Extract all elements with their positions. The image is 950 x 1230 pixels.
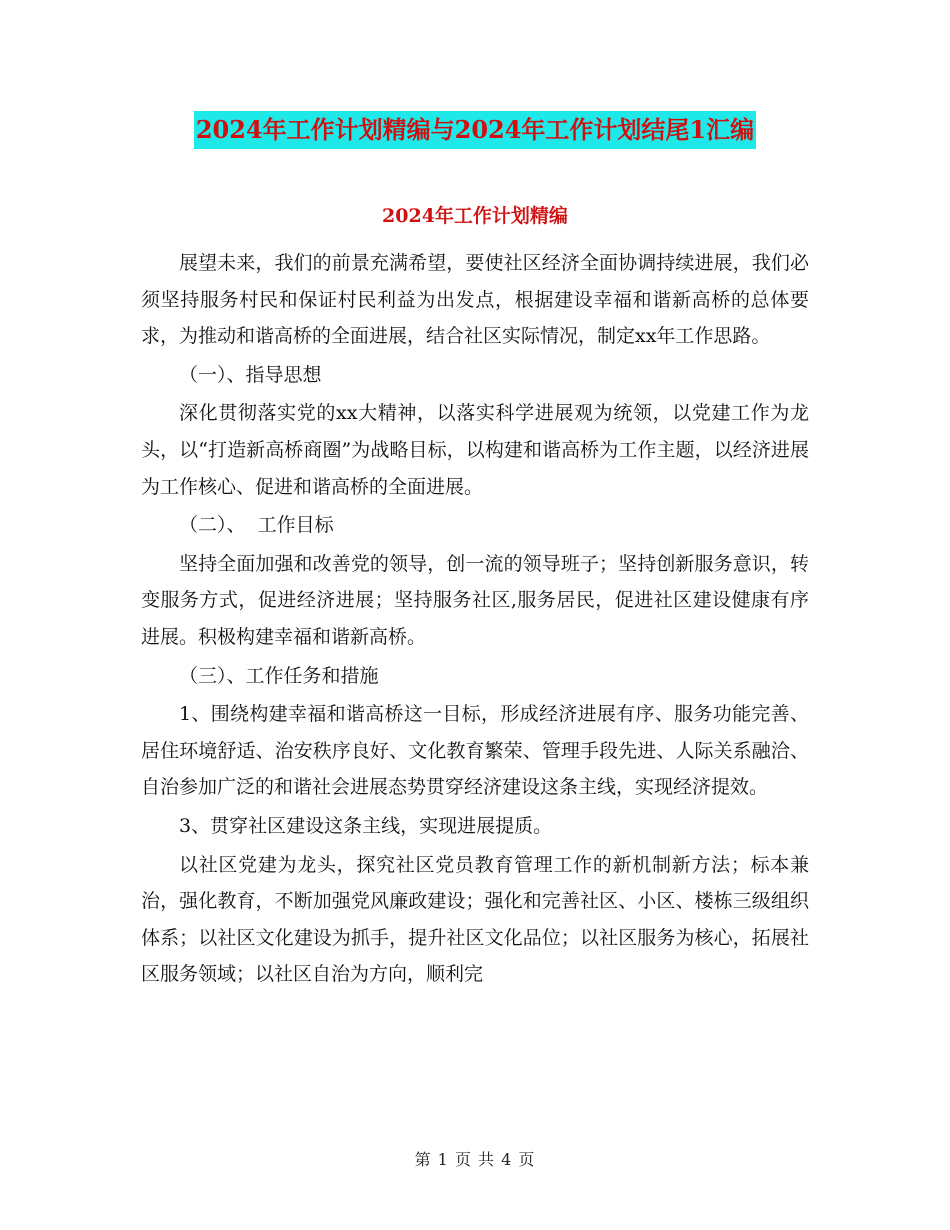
- page-indicator: 第 1 页 共 4 页: [414, 1150, 536, 1169]
- paragraph-intro: 展望未来，我们的前景充满希望，要使社区经济全面协调持续进展，我们必须坚持服务村民和保证村民利益为出发点，根据建设幸福和谐新高桥的总体要求，为推动和谐高桥的全面进展，结合社区实际情况，制定xx年工作思路。: [141, 252, 809, 348]
- section-title: 2024年工作计划精编: [382, 205, 568, 227]
- paragraph-task-1: 1、围绕构建幸福和谐高桥这一目标，形成经济进展有序、服务功能完善、居住环境舒适、治安秩序良好、文化教育繁荣、管理手段先进、人际关系融洽、自治参加广泛的和谐社会进展态势贯穿经济建设这条主线，实现经济提效。: [141, 703, 809, 799]
- heading-guiding-thought: （一）、指导思想: [179, 363, 322, 386]
- heading-work-goals: （二）、 工作目标: [179, 514, 334, 537]
- paragraph-task-3: 3、贯穿社区建设这条主线，实现进展提质。: [179, 814, 553, 837]
- heading-tasks-measures: （三）、工作任务和措施: [179, 664, 379, 687]
- document-title: [0, 108, 950, 149]
- paragraph-party-building: 以社区党建为龙头，探究社区党员教育管理工作的新机制新方法；标本兼治，强化教育，不断加强党风廉政建设；强化和完善社区、小区、楼栋三级组织体系；以社区文化建设为抓手，提升社区文化品位；以社区服务为核心，拓展社区服务领域；以社区自治为方向，顺利完: [141, 853, 809, 986]
- paragraph-work-goals: 坚持全面加强和改善党的领导，创一流的领导班子；坚持创新服务意识，转变服务方式，促进经济进展；坚持服务社区,服务居民，促进社区建设健康有序进展。积极构建幸福和谐新高桥。: [141, 552, 809, 648]
- paragraph-guiding-thought: 深化贯彻落实党的xx大精神，以落实科学进展观为统领，以党建工作为龙头，以“打造新高桥商圈”为战略目标，以构建和谐高桥为工作主题，以经济进展为工作核心、促进和谐高桥的全面进展。: [141, 402, 809, 498]
- document-body: [141, 245, 809, 995]
- document-title-text: 2024年工作计划精编与2024年工作计划结尾1汇编: [194, 111, 756, 149]
